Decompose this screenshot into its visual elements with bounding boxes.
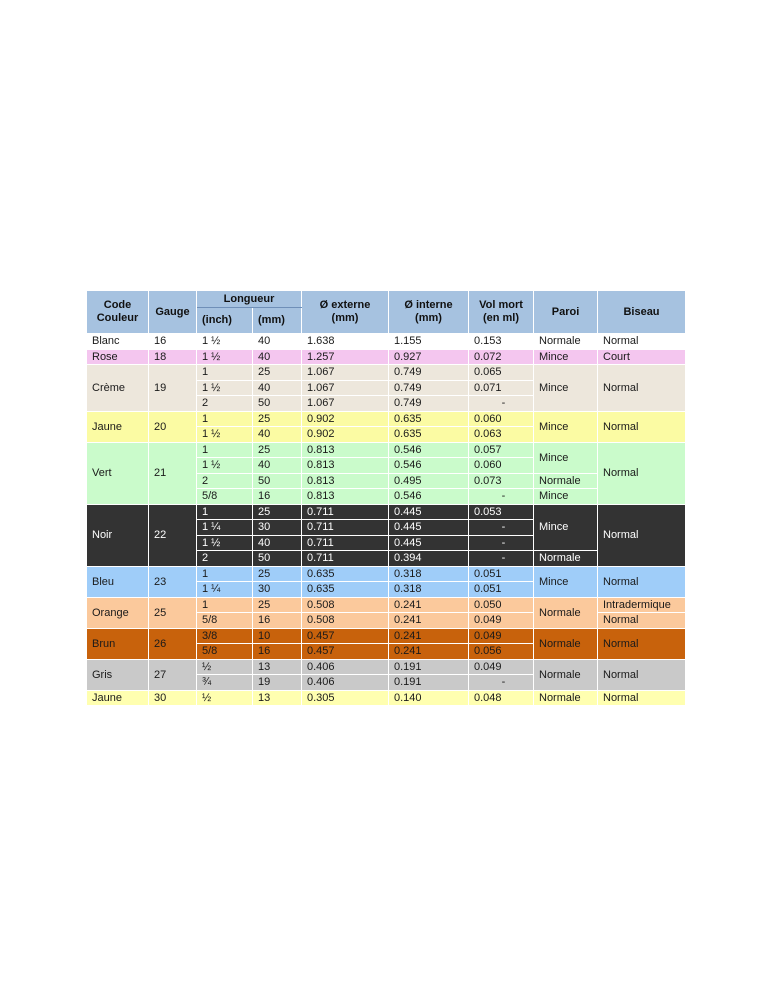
cell-vol: 0.049	[469, 628, 534, 644]
cell-biseau: Normal	[598, 365, 686, 412]
cell-paroi: Normale	[534, 551, 598, 567]
cell-vol: 0.065	[469, 365, 534, 381]
cell-ext: 0.902	[302, 411, 389, 427]
cell-int: 0.394	[389, 551, 469, 567]
cell-int: 0.241	[389, 644, 469, 660]
cell-biseau: Normal	[598, 334, 686, 350]
cell-code: Brun	[87, 628, 149, 659]
cell-code: Jaune	[87, 690, 149, 706]
cell-ext: 0.508	[302, 613, 389, 629]
table-row	[87, 566, 686, 582]
cell-inch: 1 ¼	[197, 520, 253, 536]
table-row	[87, 659, 686, 675]
cell-inch: 5/8	[197, 644, 253, 660]
header-gauge: Gauge	[149, 291, 197, 334]
cell-inch: 1	[197, 411, 253, 427]
cell-inch: ¾	[197, 675, 253, 691]
cell-int: 0.241	[389, 628, 469, 644]
table-row	[87, 690, 686, 706]
cell-mm: 16	[253, 644, 302, 660]
cell-vol: 0.050	[469, 597, 534, 613]
cell-gauge: 21	[149, 442, 197, 504]
cell-inch: 2	[197, 473, 253, 489]
cell-mm: 40	[253, 427, 302, 443]
cell-int: 0.445	[389, 520, 469, 536]
cell-int: 0.749	[389, 380, 469, 396]
cell-vol: -	[469, 489, 534, 505]
cell-biseau: Normal	[598, 504, 686, 566]
header-diam-interne-label: Ø interne	[404, 299, 453, 311]
cell-int: 0.495	[389, 473, 469, 489]
cell-ext: 0.813	[302, 489, 389, 505]
cell-inch: 1 ½	[197, 458, 253, 474]
cell-mm: 25	[253, 504, 302, 520]
cell-int: 0.318	[389, 582, 469, 598]
cell-int: 1.155	[389, 334, 469, 350]
cell-mm: 25	[253, 411, 302, 427]
cell-mm: 16	[253, 613, 302, 629]
cell-int: 0.546	[389, 442, 469, 458]
cell-vol: 0.153	[469, 334, 534, 350]
cell-int: 0.749	[389, 365, 469, 381]
cell-biseau: Normal	[598, 628, 686, 659]
cell-ext: 0.813	[302, 473, 389, 489]
cell-vol: 0.051	[469, 566, 534, 582]
cell-vol: 0.053	[469, 504, 534, 520]
cell-mm: 30	[253, 582, 302, 598]
table-row	[87, 334, 686, 350]
cell-inch: 1 ½	[197, 349, 253, 365]
cell-vol: 0.060	[469, 458, 534, 474]
cell-ext: 1.067	[302, 396, 389, 412]
cell-ext: 0.635	[302, 566, 389, 582]
cell-vol: 0.073	[469, 473, 534, 489]
cell-int: 0.445	[389, 504, 469, 520]
cell-mm: 40	[253, 458, 302, 474]
cell-vol: 0.049	[469, 613, 534, 629]
cell-inch: 1	[197, 442, 253, 458]
cell-ext: 0.508	[302, 597, 389, 613]
cell-paroi: Mince	[534, 411, 598, 442]
cell-vol: -	[469, 675, 534, 691]
cell-vol: -	[469, 535, 534, 551]
cell-ext: 0.711	[302, 504, 389, 520]
cell-biseau: Normal	[598, 411, 686, 442]
cell-vol: 0.063	[469, 427, 534, 443]
cell-gauge: 26	[149, 628, 197, 659]
cell-code: Blanc	[87, 334, 149, 350]
cell-int: 0.241	[389, 597, 469, 613]
needle-gauge-table	[86, 290, 686, 706]
cell-mm: 30	[253, 520, 302, 536]
cell-mm: 50	[253, 551, 302, 567]
header-diam-externe-unit: (mm)	[331, 312, 359, 324]
cell-inch: 2	[197, 551, 253, 567]
header-vol-mort	[469, 291, 534, 334]
header-biseau: Biseau	[598, 291, 686, 334]
cell-int: 0.140	[389, 690, 469, 706]
cell-inch: ½	[197, 659, 253, 675]
header-diam-externe	[302, 291, 389, 334]
cell-gauge: 22	[149, 504, 197, 566]
cell-code: Jaune	[87, 411, 149, 442]
cell-code: Crème	[87, 365, 149, 412]
cell-ext: 0.406	[302, 659, 389, 675]
cell-mm: 25	[253, 365, 302, 381]
cell-int: 0.445	[389, 535, 469, 551]
cell-int: 0.927	[389, 349, 469, 365]
cell-paroi: Normale	[534, 473, 598, 489]
cell-ext: 1.067	[302, 365, 389, 381]
cell-code: Orange	[87, 597, 149, 628]
cell-paroi: Normale	[534, 659, 598, 690]
cell-paroi: Mince	[534, 504, 598, 551]
cell-gauge: 23	[149, 566, 197, 597]
cell-inch: 1 ½	[197, 427, 253, 443]
cell-mm: 40	[253, 334, 302, 350]
cell-ext: 0.457	[302, 628, 389, 644]
cell-biseau: Court	[598, 349, 686, 365]
cell-vol: 0.060	[469, 411, 534, 427]
cell-mm: 50	[253, 473, 302, 489]
cell-ext: 0.711	[302, 520, 389, 536]
cell-code: Bleu	[87, 566, 149, 597]
cell-gauge: 30	[149, 690, 197, 706]
cell-biseau: Normal	[598, 442, 686, 504]
cell-gauge: 19	[149, 365, 197, 412]
cell-mm: 13	[253, 690, 302, 706]
cell-inch: 1 ½	[197, 334, 253, 350]
cell-ext: 0.305	[302, 690, 389, 706]
table-row	[87, 504, 686, 520]
header-mm: (mm)	[253, 308, 302, 334]
cell-mm: 25	[253, 566, 302, 582]
table-row	[87, 349, 686, 365]
cell-vol: 0.072	[469, 349, 534, 365]
cell-vol: 0.048	[469, 690, 534, 706]
cell-code: Gris	[87, 659, 149, 690]
table-row	[87, 411, 686, 427]
cell-int: 0.318	[389, 566, 469, 582]
cell-mm: 16	[253, 489, 302, 505]
cell-biseau: Normal	[598, 566, 686, 597]
header-vol-mort-unit: (en ml)	[482, 312, 520, 324]
cell-vol: -	[469, 520, 534, 536]
cell-vol: 0.049	[469, 659, 534, 675]
cell-ext: 0.902	[302, 427, 389, 443]
cell-inch: 1	[197, 504, 253, 520]
header-diam-interne-unit: (mm)	[415, 312, 442, 324]
header-diam-externe-label: Ø externe	[319, 299, 371, 311]
header-inch: (inch)	[197, 308, 253, 334]
cell-biseau: Normal	[598, 613, 686, 629]
cell-inch: 1	[197, 365, 253, 381]
cell-inch: 1 ½	[197, 380, 253, 396]
cell-ext: 1.638	[302, 334, 389, 350]
cell-mm: 40	[253, 380, 302, 396]
cell-vol: -	[469, 551, 534, 567]
cell-ext: 1.257	[302, 349, 389, 365]
table-row	[87, 628, 686, 644]
cell-vol: 0.056	[469, 644, 534, 660]
header-diam-interne	[389, 291, 469, 334]
cell-biseau: Intradermique	[598, 597, 686, 613]
cell-code: Vert	[87, 442, 149, 504]
cell-int: 0.191	[389, 659, 469, 675]
cell-paroi: Normale	[534, 334, 598, 350]
cell-paroi: Mince	[534, 566, 598, 597]
cell-inch: 1 ½	[197, 535, 253, 551]
cell-biseau: Normal	[598, 659, 686, 690]
header-paroi: Paroi	[534, 291, 598, 334]
cell-int: 0.635	[389, 411, 469, 427]
cell-gauge: 27	[149, 659, 197, 690]
cell-ext: 1.067	[302, 380, 389, 396]
cell-gauge: 25	[149, 597, 197, 628]
cell-mm: 25	[253, 597, 302, 613]
header-code-label: Code Couleur	[96, 299, 139, 324]
cell-mm: 19	[253, 675, 302, 691]
cell-inch: 1	[197, 597, 253, 613]
cell-ext: 0.813	[302, 458, 389, 474]
table-row	[87, 365, 686, 381]
header-row-1	[87, 291, 686, 308]
cell-gauge: 16	[149, 334, 197, 350]
cell-inch: 5/8	[197, 613, 253, 629]
cell-inch: 3/8	[197, 628, 253, 644]
cell-paroi: Mince	[534, 442, 598, 473]
cell-ext: 0.813	[302, 442, 389, 458]
cell-paroi: Mince	[534, 349, 598, 365]
cell-mm: 40	[253, 535, 302, 551]
cell-inch: ½	[197, 690, 253, 706]
cell-code: Rose	[87, 349, 149, 365]
cell-paroi: Normale	[534, 597, 598, 628]
cell-paroi: Normale	[534, 628, 598, 659]
cell-ext: 0.635	[302, 582, 389, 598]
cell-paroi: Mince	[534, 365, 598, 412]
cell-mm: 40	[253, 349, 302, 365]
cell-inch: 1 ¼	[197, 582, 253, 598]
cell-vol: 0.071	[469, 380, 534, 396]
cell-int: 0.241	[389, 613, 469, 629]
cell-inch: 5/8	[197, 489, 253, 505]
cell-paroi: Mince	[534, 489, 598, 505]
table-row	[87, 442, 686, 458]
cell-vol: -	[469, 396, 534, 412]
cell-gauge: 18	[149, 349, 197, 365]
cell-mm: 25	[253, 442, 302, 458]
cell-int: 0.546	[389, 458, 469, 474]
table-row	[87, 597, 686, 613]
cell-inch: 1	[197, 566, 253, 582]
cell-inch: 2	[197, 396, 253, 412]
cell-biseau: Normal	[598, 690, 686, 706]
cell-int: 0.749	[389, 396, 469, 412]
cell-ext: 0.711	[302, 551, 389, 567]
cell-gauge: 20	[149, 411, 197, 442]
cell-vol: 0.051	[469, 582, 534, 598]
cell-paroi: Normale	[534, 690, 598, 706]
cell-ext: 0.457	[302, 644, 389, 660]
cell-int: 0.635	[389, 427, 469, 443]
cell-ext: 0.711	[302, 535, 389, 551]
cell-mm: 13	[253, 659, 302, 675]
header-vol-mort-label: Vol mort	[479, 299, 523, 311]
cell-code: Noir	[87, 504, 149, 566]
header-longueur: Longueur	[197, 291, 302, 308]
cell-ext: 0.406	[302, 675, 389, 691]
cell-int: 0.191	[389, 675, 469, 691]
header-code-couleur	[87, 291, 149, 334]
cell-vol: 0.057	[469, 442, 534, 458]
cell-int: 0.546	[389, 489, 469, 505]
cell-mm: 50	[253, 396, 302, 412]
cell-mm: 10	[253, 628, 302, 644]
